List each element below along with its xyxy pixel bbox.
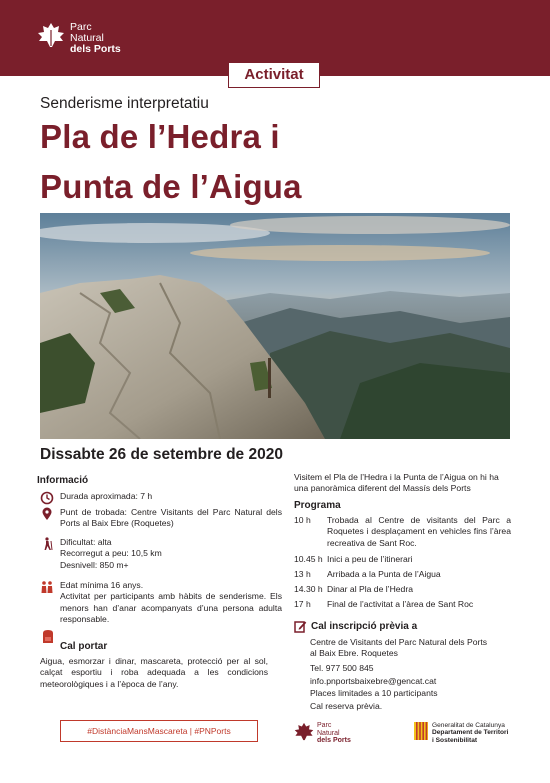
meeting-point-text: Punt de trobada: Centre Visitants del Parc Natural dels Ports al Baix Ebre (Roquetes)	[60, 507, 282, 529]
page-title-line1: Pla de l’Hedra i	[40, 118, 280, 155]
difficulty-row	[40, 537, 282, 571]
age-row	[40, 580, 282, 626]
program-time: 10.45 h	[294, 554, 323, 564]
registration-email[interactable]: info.pnportsbaixebre@gencat.cat	[310, 676, 437, 687]
age-text: Edat mínima 16 anys.	[60, 580, 144, 590]
program-item	[294, 515, 511, 549]
location-pin-icon	[40, 507, 54, 521]
activity-tag: Activitat	[228, 62, 320, 88]
gencat-line3: i Sostenibilitat	[432, 736, 478, 744]
logo-line3: dels Ports	[70, 43, 121, 55]
elevation-text: Desnivell: 850 m+	[60, 559, 129, 570]
footer-park-line3: dels Ports	[317, 737, 351, 745]
hiker-icon	[40, 537, 54, 551]
program-item	[294, 554, 511, 565]
registration-line2: al Baix Ebre. Roquetes	[310, 648, 398, 659]
bring-heading: Cal portar	[60, 641, 108, 652]
program-item	[294, 599, 511, 610]
footer-park-line1: Parc	[317, 722, 332, 729]
registration-heading-row	[294, 620, 417, 633]
program-item	[294, 584, 511, 595]
registration-line1: Centre de Visitants del Parc Natural dels Ports	[310, 637, 488, 647]
program-heading: Programa	[294, 500, 341, 511]
difficulty-block	[60, 537, 282, 571]
park-logo-text	[70, 22, 121, 55]
event-date: Dissabte 26 de setembre de 2020	[40, 446, 283, 463]
registration-note: Cal reserva prèvia.	[310, 701, 383, 712]
registration-heading: Cal inscripció prèvia a	[311, 621, 418, 632]
logo-line2: Natural	[70, 32, 104, 44]
registration-phone[interactable]: Tel. 977 500 845	[310, 662, 374, 673]
intro-text: Visitem el Pla de l’Hedra i la Punta de l’Aigua on hi ha una panoràmica diferent del Massís dels Ports	[294, 472, 499, 494]
park-logo	[37, 22, 121, 55]
program-time: 14.30 h	[294, 584, 323, 594]
gencat-line2: Departament de Territori	[432, 729, 509, 737]
edit-form-icon	[294, 620, 307, 633]
program-time: 10 h	[294, 515, 311, 525]
gencat-text	[432, 722, 508, 744]
meeting-point-row	[40, 507, 282, 530]
footer-park-line2: Natural	[317, 729, 340, 737]
gencat-logo	[414, 722, 508, 744]
distance-text: Recorregut a peu: 10,5 km	[60, 548, 162, 559]
subtitle: Senderisme interpretatiu	[40, 95, 209, 112]
program-desc: Trobada al Centre de visitants del Parc a Roquetes i desplaçament en vehicles fins l’àrea recreativa de Sant Roc.	[327, 515, 511, 548]
duration-text: Durada aproximada: 7 h	[60, 491, 153, 501]
footer-park-logo	[294, 722, 351, 745]
program-time: 17 h	[294, 599, 311, 609]
footer-park-text	[317, 722, 351, 745]
clock-icon	[40, 491, 54, 505]
program-time: 13 h	[294, 569, 311, 579]
page-title-line2: Punta de l’Aigua	[40, 168, 302, 205]
backpack-icon	[40, 628, 56, 644]
registration-places: Places limitades a 10 participants	[310, 687, 438, 698]
registration-details	[310, 637, 510, 712]
people-icon	[40, 580, 54, 594]
difficulty-text: Dificultat: alta	[60, 537, 112, 547]
program-item	[294, 569, 511, 580]
catalan-flag-icon	[414, 722, 428, 740]
age-note: Activitat per participants amb hàbits de senderisme. Els menors han d’anar acompanyats d’una persona adulta responsable.	[60, 591, 282, 625]
mountain-photo	[40, 213, 510, 439]
leaf-logo-icon	[37, 22, 65, 48]
hashtag-box: #DistànciaMansMascareta | #PNPorts	[60, 720, 258, 742]
info-heading: Informació	[37, 475, 89, 486]
age-block	[60, 580, 282, 626]
bring-text: Aigua, esmorzar i dinar, mascareta, protecció per al sol, calçat esportiu i roba adequada a les condicions meteorològiques i a l’època de l’any.	[40, 656, 268, 689]
leaf-logo-icon	[294, 722, 314, 741]
program-desc: Dinar al Pla de l’Hedra	[327, 584, 413, 594]
logo-line1: Parc	[70, 21, 92, 33]
program-desc: Final de l’activitat a l’àrea de Sant Roc	[327, 599, 474, 609]
program-desc: Inici a peu de l’itinerari	[327, 554, 413, 564]
gencat-line1: Generalitat de Catalunya	[432, 722, 505, 729]
duration-row	[40, 491, 282, 505]
program-desc: Arribada a la Punta de l’Aigua	[327, 569, 441, 579]
